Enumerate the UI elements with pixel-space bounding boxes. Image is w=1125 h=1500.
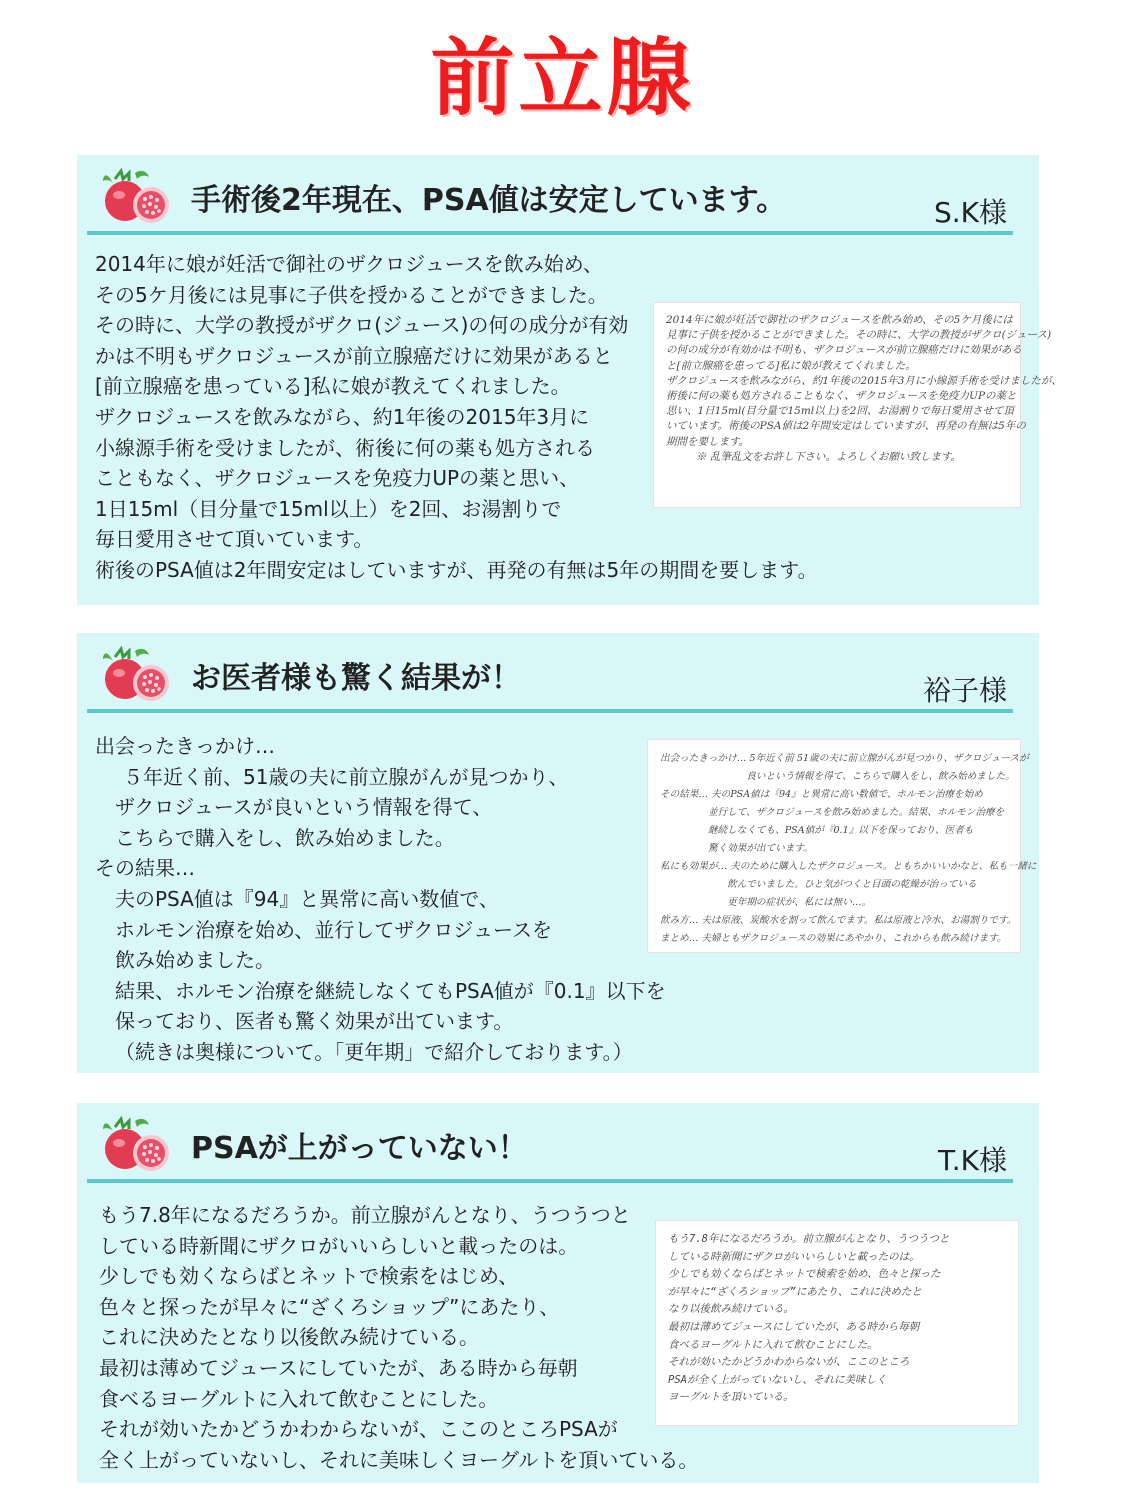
letter-line: ザクロジュースを飲みながら、約1年後の2015年3月に小線源手術を受けましたが、 bbox=[666, 374, 1062, 387]
letter-line: 私にも効果が… 夫のために購入したザクロジュース。ともちかいいかなと、私も一緒に bbox=[660, 861, 1037, 872]
body-line: かは不明もザクロジュースが前立腺癌だけに効果があると bbox=[95, 343, 613, 368]
body-line: その結果… bbox=[95, 856, 195, 881]
letter-line: 見事に子供を授かることができました。その時に、大学の教授がザクロ(ジュース) bbox=[666, 329, 1052, 342]
body-line: 食べるヨーグルトに入れて飲むことにした。 bbox=[99, 1386, 499, 1411]
letter-line: 2014年に娘が妊活で御社のザクロジュースを飲み始め、その5ケ月後には bbox=[666, 314, 1013, 326]
pomegranate-icon bbox=[101, 167, 173, 227]
pomegranate-icon bbox=[101, 645, 173, 705]
letter-line: 出会ったきっかけ… 5年近く前 51歳の夫に前立腺がんが見つかり、ザクロジュースが bbox=[660, 753, 1029, 764]
testimonial-author: 裕子様 bbox=[922, 674, 1007, 707]
body-line: もう7.8年になるだろうか。前立腺がんとなり、うつうつと bbox=[99, 1203, 631, 1227]
handwritten-letter bbox=[655, 1220, 1019, 1426]
card-header bbox=[87, 165, 1013, 235]
testimonial-body bbox=[95, 731, 666, 1068]
handwritten-letter bbox=[653, 302, 1062, 508]
body-line: こともなく、ザクロジュースを免疫力UPの薬と思い、 bbox=[95, 466, 580, 491]
letter-line: 飲んでいました。ひと気がつくと目頭の乾燥が治っている bbox=[660, 879, 977, 890]
letter-line: 術後に何の薬も処方されることもなく、ザクロジュースを免疫力UPの薬と bbox=[666, 390, 1017, 403]
letter-line: 更年期の症状が、私には無い…。 bbox=[660, 897, 872, 908]
letter-line: ※ 乱筆乱文をお許し下さい。よろしくお願い致します。 bbox=[696, 450, 961, 463]
card-header bbox=[87, 1113, 1013, 1183]
testimonial-body bbox=[99, 1200, 698, 1475]
handwritten-letter bbox=[647, 739, 1037, 953]
letter-line: ヨーグルトを頂いている。 bbox=[668, 1391, 794, 1404]
body-line: 術後のPSA値は2年間安定はしていますが、再発の有無は5年の期間を要します。 bbox=[95, 557, 818, 582]
testimonial-card bbox=[77, 1103, 1039, 1483]
testimonial-author: T.K様 bbox=[937, 1144, 1007, 1177]
letter-line: なり以後飲み続けている。 bbox=[668, 1303, 794, 1316]
letter-line: PSAが全く上がっていないし、それに美味しく bbox=[668, 1373, 887, 1386]
letter-line: その結果… 夫のPSA値は『94』と異常に高い数値で、ホルモン治療を始め bbox=[660, 789, 983, 800]
letter-line: の何の成分が有効かは不明も、ザクロジュースが前立腺癌だけに効果がある bbox=[666, 344, 1022, 357]
body-line: こちらで購入をし、飲み始めました。 bbox=[115, 825, 455, 850]
testimonial-headline: PSAが上がっていない！ bbox=[191, 1131, 528, 1166]
pomegranate-icon bbox=[101, 1115, 173, 1175]
body-line: 1日15ml（目分量で15ml以上）を2回、お湯割りで bbox=[95, 496, 562, 521]
body-line: （続きは奥様について。「更年期」で紹介しております。） bbox=[115, 1039, 633, 1064]
body-line: [前立腺癌を患っている]私に娘が教えてくれました。 bbox=[95, 374, 571, 399]
testimonial-card bbox=[77, 633, 1039, 1073]
body-line: その5ケ月後には見事に子供を授かることができました。 bbox=[95, 282, 608, 307]
body-line: 最初は薄めてジュースにしていたが、ある時から毎朝 bbox=[99, 1355, 578, 1380]
card-header bbox=[87, 643, 1013, 713]
body-line: している時新聞にザクロがいいらしいと載ったのは。 bbox=[99, 1233, 579, 1258]
letter-line: が早々に“ざくろショップ”にあたり、これに決めたと bbox=[668, 1285, 922, 1298]
page-title: 前立腺 bbox=[430, 29, 695, 127]
letter-line: 食べるヨーグルトに入れて飲むことにした。 bbox=[668, 1338, 878, 1351]
letter-line: 最初は薄めてジュースにしていたが、ある時から毎朝 bbox=[668, 1320, 920, 1333]
letter-line: 思い、1日15ml(目分量で15ml以上)を2回、お湯割りで毎日愛用させて頂 bbox=[666, 405, 1014, 418]
testimonial-author: S.K様 bbox=[933, 196, 1007, 229]
body-line: その時に、大学の教授がザクロ(ジュース)の何の成分が有効 bbox=[95, 313, 629, 338]
body-line: 全く上がっていないし、それに美味しくヨーグルトを頂いている。 bbox=[99, 1447, 699, 1472]
body-line: ザクロジュースを飲みながら、約1年後の2015年3月に bbox=[95, 404, 590, 429]
letter-line: 良いという情報を得て、こちらで購入をし、飲み始めました。 bbox=[660, 771, 1015, 782]
letter-line: 飲み方… 夫は原液、炭酸水を割って飲んでます。私は原液と冷水、お湯割りです。 bbox=[660, 915, 1017, 926]
letter-line: 少しでも効くならばとネットで検索を始め、色々と探った bbox=[668, 1268, 941, 1281]
body-line: 少しでも効くならばとネットで検索をはじめ、 bbox=[99, 1264, 519, 1289]
letter-line: まとめ… 夫婦ともザクロジュースの効果にあやかり、これからも飲み続けます。 bbox=[660, 933, 1007, 944]
letter-line: 驚く効果が出ています。 bbox=[660, 843, 813, 854]
letter-line: もう7.8年になるだろうか。前立腺がんとなり、うつうつと bbox=[668, 1233, 950, 1245]
letter-line: それが効いたかどうかわからないが、ここのところ bbox=[668, 1356, 910, 1369]
body-line: それが効いたかどうかわからないが、ここのところPSAが bbox=[99, 1417, 618, 1442]
body-line: 2014年に娘が妊活で御社のザクロジュースを飲み始め、 bbox=[95, 252, 603, 276]
body-line: 飲み始めました。 bbox=[115, 948, 275, 973]
body-line: これに決めたとなり以後飲み続けている。 bbox=[99, 1325, 479, 1350]
letter-line: 継続しなくても、PSA値が『0.1』以下を保っており、医者も bbox=[660, 825, 974, 836]
letter-line: している時新聞にザクロがいいらしいと載ったのは。 bbox=[668, 1250, 920, 1263]
body-line: 毎日愛用させて頂いています。 bbox=[95, 527, 374, 552]
body-line: 保っており、医者も驚く効果が出ています。 bbox=[115, 1009, 514, 1034]
body-line: ホルモン治療を始め、並行してザクロジュースを bbox=[115, 917, 552, 942]
body-line: 小線源手術を受けましたが、術後に何の薬も処方される bbox=[95, 435, 595, 460]
letter-line: いています。術後のPSA値は2年間安定はしていますが、再発の有無は5年の bbox=[666, 420, 1026, 433]
testimonial-headline: 手術後2年現在、PSA値は安定しています。 bbox=[191, 183, 787, 218]
letter-line: 期間を要します。 bbox=[666, 435, 750, 448]
letter-line: 並行して、ザクロジュースを飲み始めました。結果、ホルモン治療を bbox=[660, 807, 1005, 818]
body-line: 結果、ホルモン治療を継続しなくてもPSA値が『0.1』以下を bbox=[115, 978, 666, 1003]
body-line: 色々と探ったが早々に“ざくろショップ”にあたり、 bbox=[99, 1294, 560, 1319]
body-line: 出会ったきっかけ… bbox=[95, 734, 275, 758]
testimonial-headline: お医者様も驚く結果が！ bbox=[191, 661, 521, 696]
testimonial-card bbox=[77, 155, 1062, 605]
letter-line: と[前立腺癌を患ってる]私に娘が教えてくれました。 bbox=[666, 359, 916, 372]
body-line: 夫のPSA値は『94』と異常に高い数値で、 bbox=[115, 886, 499, 911]
body-line: ５年近く前、51歳の夫に前立腺がんが見つかり、 bbox=[123, 764, 569, 789]
body-line: ザクロジュースが良いという情報を得て、 bbox=[115, 795, 493, 820]
